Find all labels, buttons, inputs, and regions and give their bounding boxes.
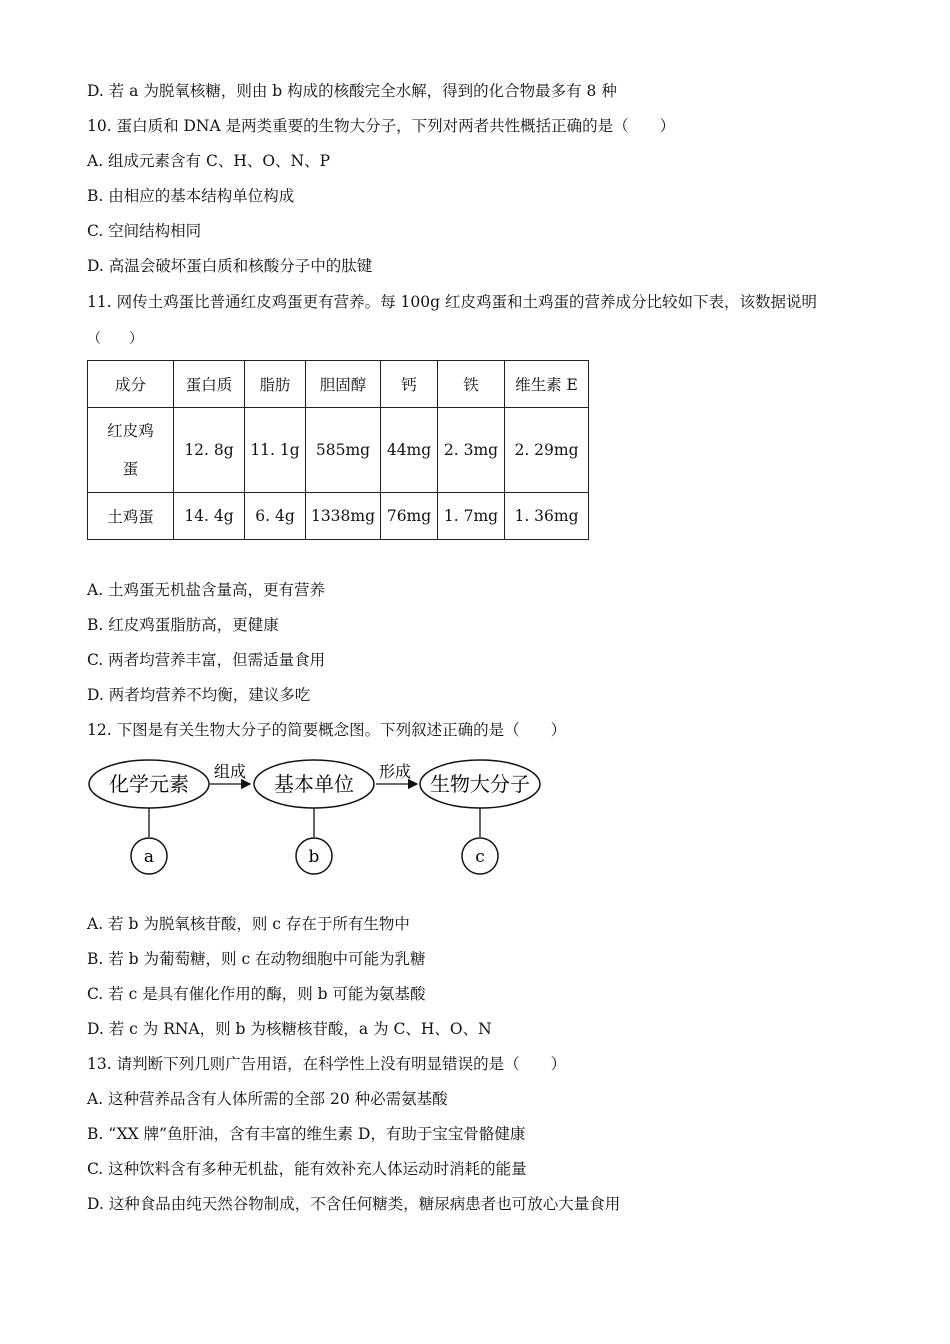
table-cell: 585mg	[306, 408, 381, 493]
table-cell: 44mg	[381, 408, 438, 493]
q11-answer-paren: （ ）	[87, 331, 143, 347]
q12-option-a: A. 若 b 为脱氧核苷酸，则 c 存在于所有生物中	[87, 915, 410, 933]
table-cell: 土鸡蛋	[88, 493, 174, 540]
q12-option-c: C. 若 c 是具有催化作用的酶，则 b 可能为氨基酸	[87, 985, 426, 1003]
table-cell: 14. 4g	[174, 493, 245, 540]
table-row	[88, 408, 589, 493]
q13-option-a: A. 这种营养品含有人体所需的全部 20 种必需氨基酸	[87, 1090, 448, 1108]
q11-stem: 11. 网传土鸡蛋比普通红皮鸡蛋更有营养。每 100g 红皮鸡蛋和土鸡蛋的营养成分比较如下表，该数据说明	[87, 293, 817, 311]
q11-option-d: D. 两者均营养不均衡，建议多吃	[87, 686, 311, 704]
q11-option-a: A. 土鸡蛋无机盐含量高，更有营养	[87, 581, 326, 599]
node-elements-label: 化学元素	[109, 772, 189, 796]
table-header-cell: 蛋白质	[174, 361, 245, 408]
q12-option-d: D. 若 c 为 RNA，则 b 为核糖核苷酸，a 为 C、H、O、N	[87, 1020, 492, 1038]
circle-b-label: b	[308, 847, 320, 867]
table-header-row	[88, 361, 589, 408]
q13-stem: 13. 请判断下列几则广告用语，在科学性上没有明显错误的是（ ）	[87, 1055, 567, 1073]
table-cell: 1338mg	[306, 493, 381, 540]
node-macromolecule-label: 生物大分子	[430, 772, 530, 796]
q12-stem: 12. 下图是有关生物大分子的简要概念图。下列叙述正确的是（ ）	[87, 721, 567, 739]
q10-option-a: A. 组成元素含有 C、H、O、N、P	[87, 152, 331, 170]
concept-diagram	[87, 752, 557, 882]
table-header-cell: 钙	[381, 361, 438, 408]
table-cell: 6. 4g	[245, 493, 306, 540]
table-row	[88, 493, 589, 540]
table-cell: 2. 29mg	[505, 408, 589, 493]
q9-option-d: D. 若 a 为脱氧核糖，则由 b 构成的核酸完全水解，得到的化合物最多有 8 种	[87, 82, 617, 100]
table-cell: 1. 36mg	[505, 493, 589, 540]
circle-a-label: a	[143, 847, 155, 867]
table-header-cell: 脂肪	[245, 361, 306, 408]
table-cell: 76mg	[381, 493, 438, 540]
q10-option-b: B. 由相应的基本结构单位构成	[87, 187, 295, 205]
q13-option-b: B. “XX 牌”鱼肝油，含有丰富的维生素 D，有助于宝宝骨骼健康	[87, 1125, 526, 1143]
table-cell: 11. 1g	[245, 408, 306, 493]
q11-option-c: C. 两者均营养丰富，但需适量食用	[87, 651, 326, 669]
nutrition-table	[87, 360, 589, 540]
table-cell: 2. 3mg	[438, 408, 505, 493]
arrow-compose-label: 组成	[213, 762, 247, 781]
table-cell	[88, 408, 174, 493]
table-header-cell: 胆固醇	[306, 361, 381, 408]
table-cell: 12. 8g	[174, 408, 245, 493]
table-cell: 1. 7mg	[438, 493, 505, 540]
q12-option-b: B. 若 b 为葡萄糖，则 c 在动物细胞中可能为乳糖	[87, 950, 426, 968]
q13-option-c: C. 这种饮料含有多种无机盐，能有效补充人体运动时消耗的能量	[87, 1160, 527, 1178]
q13-option-d: D. 这种食品由纯天然谷物制成，不含任何糖类，糖尿病患者也可放心大量食用	[87, 1195, 621, 1213]
q10-stem: 10. 蛋白质和 DNA 是两类重要的生物大分子，下列对两者共性概括正确的是（ ）	[87, 117, 676, 135]
q11-option-b: B. 红皮鸡蛋脂肪高，更健康	[87, 616, 279, 634]
row-label-red-egg: 红皮鸡蛋	[107, 422, 154, 478]
table-header-cell: 铁	[438, 361, 505, 408]
q10-option-c: C. 空间结构相同	[87, 222, 202, 240]
table-header-cell: 维生素 E	[505, 361, 589, 408]
circle-c-label: c	[475, 847, 485, 867]
node-units-label: 基本单位	[274, 772, 354, 796]
q10-option-d: D. 高温会破坏蛋白质和核酸分子中的肽键	[87, 257, 373, 275]
table-header-cell: 成分	[88, 361, 174, 408]
arrow-form-label: 形成	[378, 762, 412, 781]
